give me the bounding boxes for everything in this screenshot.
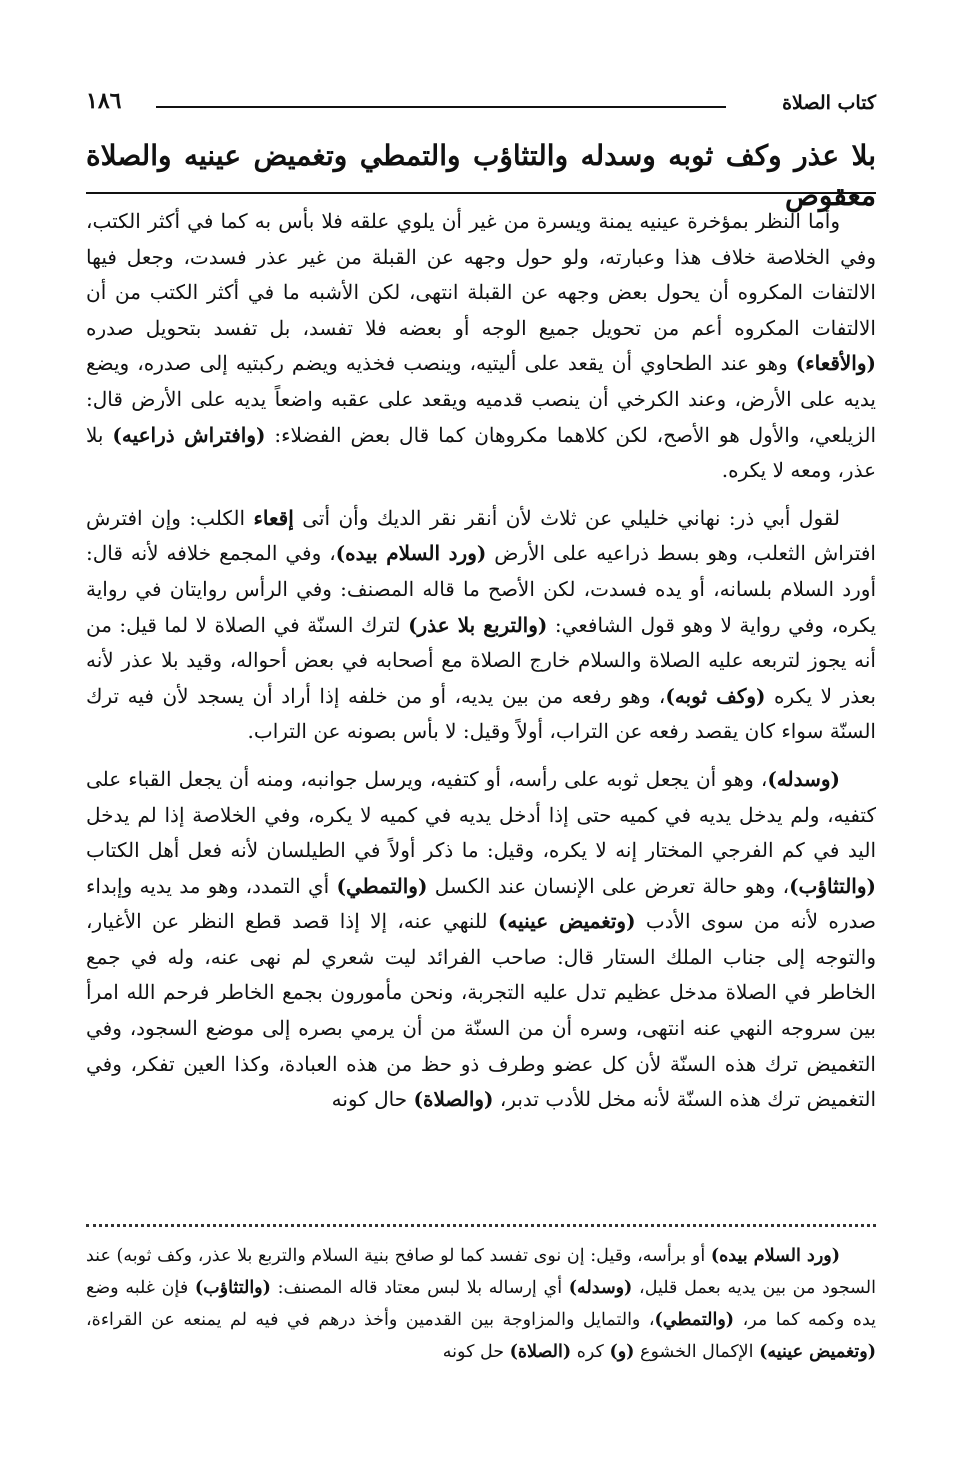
bold-term: (وكف ثوبه) (665, 683, 766, 708)
footnote-text: الإكمال الخشوع (634, 1342, 760, 1362)
matn-text: بلا عذر وكف ثوبه وسدله والتثاؤب والتمطي وتغميض عينيه والصلاة معقوص (86, 139, 876, 212)
footnote-text: أي إرساله بلا لبس معتاد قاله المصنف: (270, 1278, 569, 1298)
chapter-title: كتاب الصلاة (782, 92, 876, 114)
paragraph-text: للنهي عنه، إلا إذا قصد قطع النظر عن الأغيار، والتوجه إلى جناب الملك الستار قال: صاحب الفرائد ليت شعري لم نهى عنه، وله في جمع الخاطر في الصلاة مدخل عظيم تدل عليه التجربة، ونحن مأمورون بجمع الخاطر فرحم الله امرأ بين سروجه النهي عنه انتهى، وسره أن من السنّة من أن يرمي بصره إلى موضع السجود، وفي التغميض ترك هذه السنّة لأن كل عضو وطرف ذو حظ من هذه العبادة، وكذا العين تفكر، وفي التغميض ترك هذه السنّة لأنه مخل للأدب تدبر، (86, 909, 876, 1112)
bold-term: (ورد السلام بيده) (335, 541, 487, 566)
footnote-paragraph (86, 1240, 876, 1368)
paragraph-text: وهو عند الطحاوي أن يقعد على أليتيه، وينصب فخذيه ويضم ركبتيه إلى صدره، ويضع يديه على الأرض، وعند الكرخي أن ينصب قدميه ويقعد على عقبه واضعاً يديه على الأرض قال: الزيلعي، والأول هو الأصح، لكن كلاهما مكروهان كما قال بعض الفضلاء: (86, 351, 876, 447)
paragraph-text: لقول أبي ذر: نهاني خليلي عن ثلاث لأن أنقر نقر الديك وأن أتى (293, 505, 840, 530)
commentary-paragraph (86, 501, 876, 750)
bold-term: (والصلاة) (413, 1087, 494, 1112)
bold-term: (والتثاؤب) (194, 1278, 271, 1298)
header-rule (156, 106, 726, 108)
bold-term: (الصلاة) (509, 1342, 572, 1362)
paragraph-text: بلا عذر، ومعه لا يكره. (86, 422, 876, 483)
page-number: ١٨٦ (86, 88, 122, 114)
bold-term: (والتمطي) (654, 1310, 735, 1330)
bold-term: إقعاء (253, 505, 294, 530)
paragraph-text: ، وفي المجمع خلافه لأنه قال: أورد السلام بلسانه، أو يده فسدت، لكن الأصح ما قاله المصنف: وفي الرأس روايتان في رواية يكره، وفي رواية لا وهو قول الشافعي: (86, 541, 876, 637)
footnote-text: حل كونه (442, 1342, 510, 1362)
footnote-text: ، والتمايل والمزاوجة بين القدمين وأخذ درهم في فيه لم يمنعه عن القراءة، (86, 1310, 655, 1330)
matn-separator-rule (86, 192, 876, 194)
commentary-paragraph (86, 762, 876, 1118)
paragraph-text: وأما النظر بمؤخرة عينيه يمنة ويسرة من غير أن يلوي علقه فلا بأس به كما في أكثر الكتب، وفي الخلاصة خلاف هذا وعبارته، ولو حول وجهه عن القبلة من غير عذر فسدت، وجعل فيها الالتفات المكروه أن يحول بعض وجهه عن القبلة انتهى، لكن الأشبه ما في أكثر الكتب من أن الالتفات المكروه أعم من تحويل جميع الوجه أو بعضه فلا تفسد، بل تفسد بتحويل صدره (86, 209, 876, 340)
bold-term: (وتغميض عينيه) (497, 909, 636, 934)
bold-term: (ورد السلام بيده) (710, 1246, 841, 1266)
bold-term: (والأقعاء) (795, 351, 876, 376)
running-header (86, 86, 876, 120)
paragraph-text: لترك السنّة في الصلاة لا لما قيل: من أنه يجوز لتربعه عليه الصلاة والسلام خارج الصلاة مع أصحابه في بعض أحواله، وقيد بلا عذر لأنه بعذر لا يكره (86, 612, 876, 708)
paragraph-text: ، وهو رفعه من بين يديه، أو من خلفه إذا أراد أن يسجد لأن فيه ترك السنّة سواء كان يقصد رفعه عن التراب، أولاً وقيل: لا بأس بصونه عن التراب. (86, 683, 876, 744)
footnote-section (86, 1240, 876, 1410)
bold-term: (وتغميض عينيه) (759, 1342, 876, 1362)
footnote-text: فإن غلبه وضع يده وكمه كما مر، (86, 1278, 876, 1330)
paragraph-text: ، وهو أن يجعل ثوبه على رأسه، أو كتفيه، ويرسل جوانبه، ومنه أن يجعل القباء على كتفيه، ولم يدخل يديه في كميه حتى إذا أدخل يديه في كميه لا يكره، وفي الخلاصة إذا لم يدخل اليد في كم الفرجي المختار إنه لا يكره، وقيل: ما ذكر أولاً في الطيلسان لأنه فعل أهل الكتاب (86, 766, 876, 863)
bold-term: (وسدله) (568, 1278, 633, 1298)
footnote-text: كره (571, 1342, 610, 1362)
footnote-text: أو برأسه، وقيل: إن نوى تفسد كما لو صافح بنية السلام والتربع بلا عذر، وكف ثوبه) عند السجود من بين يديه بعمل قليل، (86, 1246, 876, 1298)
bold-term: (والتثاؤب) (789, 873, 876, 898)
commentary-body (86, 204, 876, 1214)
bold-term: (والتربع بلا عذر) (408, 612, 548, 637)
bold-term: (والتمطي) (336, 873, 428, 898)
paragraph-text: حال كونه (331, 1087, 414, 1112)
commentary-paragraph (86, 204, 876, 489)
paragraph-text: أي التمدد، وهو مد يديه وإبداء صدره لأنه من سوى الأدب (86, 873, 876, 934)
paragraph-text: ، وهو حالة تعرض على الإنسان عند الكسل (427, 873, 790, 898)
bold-term: (و) (609, 1342, 635, 1362)
paragraph-text: الكلب: وإن افترش افتراش الثعلب، وهو بسط ذراعيه على الأرض (86, 505, 876, 566)
bold-term: (وسدله) (767, 766, 840, 791)
bold-term: (وافتراش ذراعيه) (112, 422, 266, 447)
footnote-separator (86, 1224, 876, 1227)
